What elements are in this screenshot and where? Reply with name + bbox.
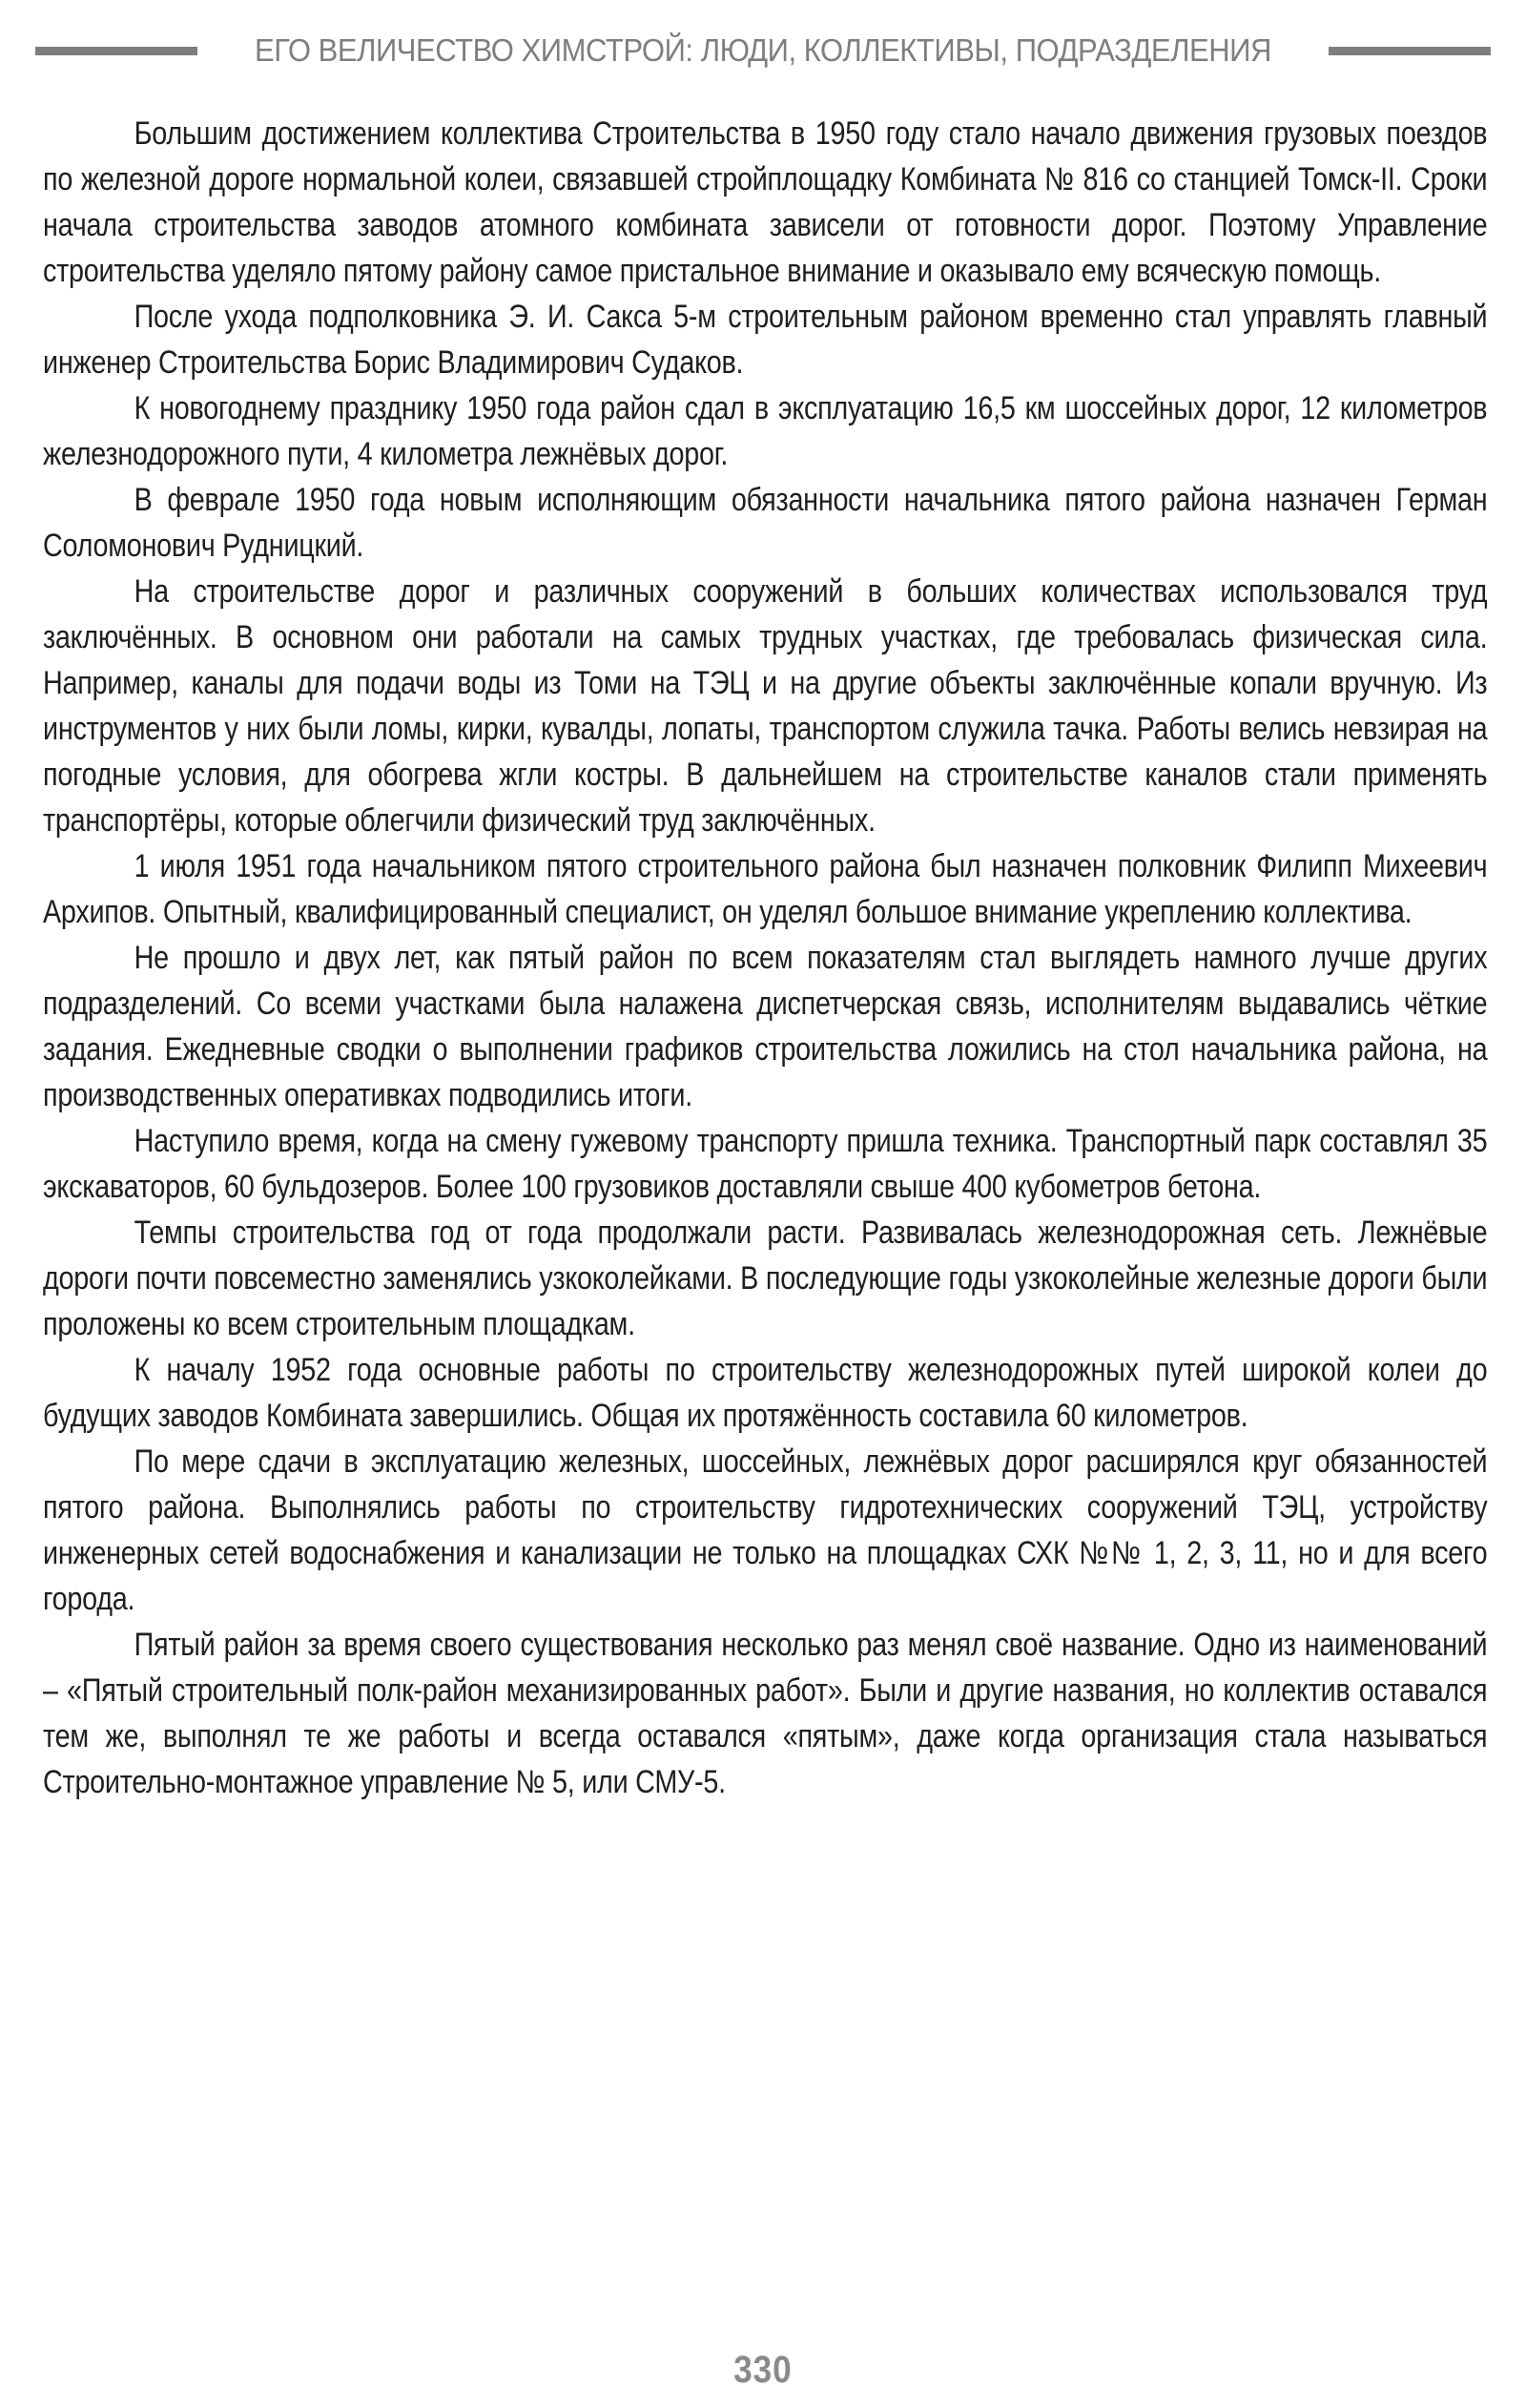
chapter-title: ЕГО ВЕЛИЧЕСТВО ХИМСТРОЙ: ЛЮДИ, КОЛЛЕКТИВЫ, ПОДРАЗДЕЛЕНИЯ (255, 32, 1271, 68)
paragraph: Не прошло и двух лет, как пятый район по всем показателям стал выглядеть намного лучше других подразделений. Со всеми участками была налажена диспетчерская связь, исполнителям выдавались чёткие задания. Ежедневные сводки о выполнении графиков строительства ложились на стол начальника района, на производственных оперативках подводились итоги. (43, 940, 1488, 1113)
running-head (0, 32, 1526, 69)
header-rule-right (1329, 47, 1491, 55)
page-body (43, 111, 1487, 1805)
paragraph: Наступило время, когда на смену гужевому транспорту пришла техника. Транспортный парк составлял 35 экскаваторов, 60 бульдозеров. Более 100 грузовиков доставляли свыше 400 кубометров бетона. (43, 1123, 1488, 1205)
paragraph: Темпы строительства год от года продолжали расти. Развивалась железнодорожная сеть. Лежнёвые дороги почти повсеместно заменялись узкоколейками. В последующие годы узкоколейные железные дороги были проложены ко всем строительным площадкам. (43, 1214, 1488, 1342)
header-rule-left (35, 47, 197, 55)
paragraph: По мере сдачи в эксплуатацию железных, шоссейных, лежнёвых дорог расширялся круг обязанностей пятого района. Выполнялись работы по строительству гидротехнических сооружений ТЭЦ, устройству инженерных сетей водоснабжения и канализации не только на площадках СХК №№ 1, 2, 3, 11, но и для всего города. (43, 1443, 1488, 1617)
page-number: 330 (733, 2349, 793, 2391)
page-footer (0, 2349, 1526, 2392)
paragraph: Пятый район за время своего существования несколько раз менял своё название. Одно из наименований – «Пятый строительный полк-район механизированных работ». Были и другие названия, но коллектив оставался тем же, выполнял те же работы и всегда оставался «пятым», даже когда организация стала называться Строительно-монтажное управление № 5, или СМУ-5. (43, 1627, 1488, 1800)
paragraph: Большим достижением коллектива Строительства в 1950 году стало начало движения грузовых поездов по железной дороге нормальной колеи, связавшей стройплощадку Комбината № 816 со станцией Томск-II. Сроки начала строительства заводов атомного комбината зависели от готовности дорог. Поэтому Управление строительства уделяло пятому району самое пристальное внимание и оказывало ему всяческую помощь. (43, 115, 1488, 289)
paragraph: В феврале 1950 года новым исполняющим обязанности начальника пятого района назначен Герман Соломонович Рудницкий. (43, 482, 1488, 564)
paragraph: К новогоднему празднику 1950 года район сдал в эксплуатацию 16,5 км шоссейных дорог, 12 километров железнодорожного пути, 4 километра лежнёвых дорог. (43, 390, 1488, 472)
paragraph: На строительстве дорог и различных сооружений в больших количествах использовался труд заключённых. В основном они работали на самых трудных участках, где требовалась физическая сила. Например, каналы для подачи воды из Томи на ТЭЦ и на другие объекты заключённые копали вручную. Из инструментов у них были ломы, кирки, кувалды, лопаты, транспортом служила тачка. Работы велись невзирая на погодные условия, для обогрева жгли костры. В дальнейшем на строительстве каналов стали применять транспортёры, которые облегчили физический труд заключённых. (43, 573, 1488, 839)
paragraph: 1 июля 1951 года начальником пятого строительного района был назначен полковник Филипп Михеевич Архипов. Опытный, квалифицированный специалист, он уделял большое внимание укреплению коллектива. (43, 848, 1488, 930)
paragraph: К началу 1952 года основные работы по строительству железнодорожных путей широкой колеи до будущих заводов Комбината завершились. Общая их протяжённость составила 60 километров. (43, 1352, 1488, 1434)
paragraph: После ухода подполковника Э. И. Сакса 5-м строительным районом временно стал управлять главный инженер Строительства Борис Владимирович Судаков. (43, 299, 1488, 381)
